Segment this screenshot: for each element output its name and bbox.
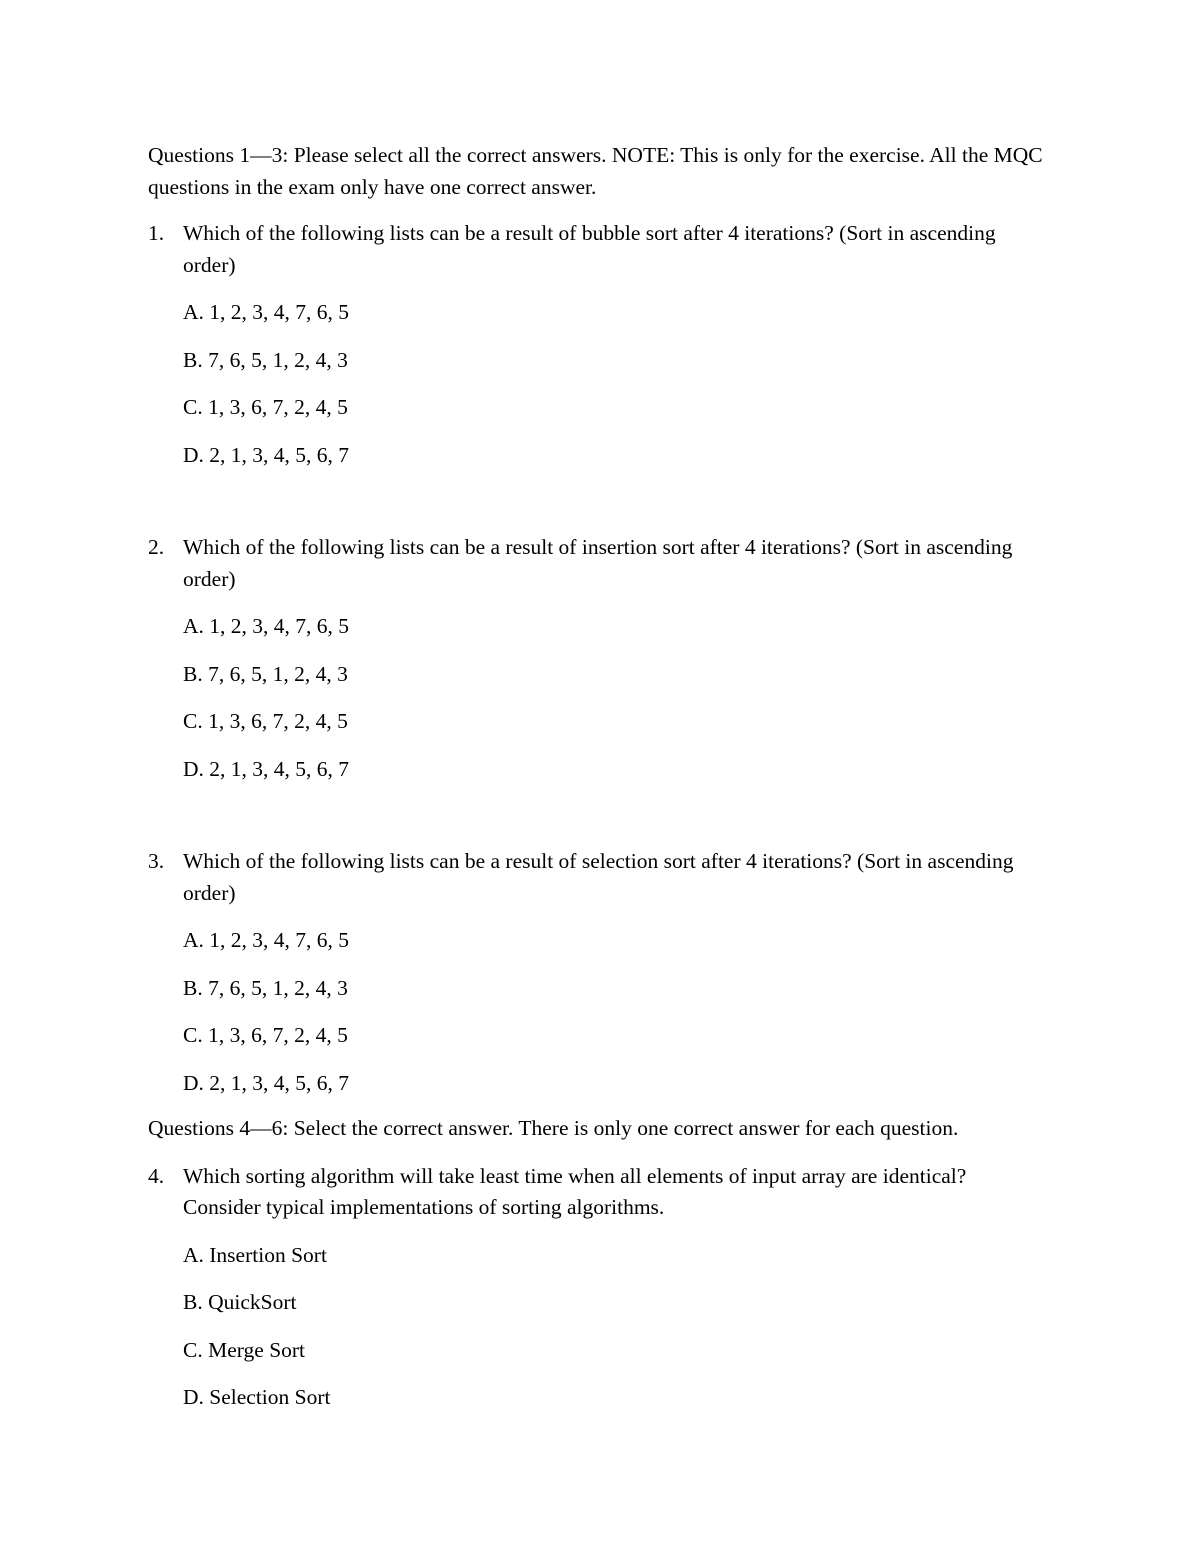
question-text: Which of the following lists can be a result of selection sort after 4 iterations? (Sort in ascending order) xyxy=(183,849,1014,905)
question-text: Which of the following lists can be a result of bubble sort after 4 iterations? (Sort in ascending order) xyxy=(183,221,996,277)
question-number: 1. xyxy=(148,221,165,245)
option-c: C. Merge Sort xyxy=(183,1337,306,1362)
option-a: A. 1, 2, 3, 4, 7, 6, 5 xyxy=(183,300,350,324)
question-stem xyxy=(148,1161,1048,1224)
option-a: A. 1, 2, 3, 4, 7, 6, 5 xyxy=(183,614,350,638)
option-list xyxy=(148,925,1048,1099)
question-text: Which of the following lists can be a result of insertion sort after 4 iterations? (Sort in ascending order) xyxy=(183,535,1013,591)
question-number: 4. xyxy=(148,1163,165,1188)
question-3 xyxy=(148,846,1048,1099)
question-1 xyxy=(148,218,1048,471)
spacer xyxy=(148,471,1048,532)
option-c: C. 1, 3, 6, 7, 2, 4, 5 xyxy=(183,395,348,419)
option-d: D. 2, 1, 3, 4, 5, 6, 7 xyxy=(183,756,350,781)
document-content xyxy=(148,140,1048,1414)
option-a: A. Insertion Sort xyxy=(183,1242,327,1267)
option-b: B. 7, 6, 5, 1, 2, 4, 3 xyxy=(183,347,348,372)
question-stem xyxy=(148,846,1048,909)
question-4 xyxy=(148,1161,1048,1414)
question-stem xyxy=(148,532,1048,595)
option-list xyxy=(148,297,1048,471)
question-number: 3. xyxy=(148,849,165,873)
question-stem xyxy=(148,218,1048,281)
option-b: B. 7, 6, 5, 1, 2, 4, 3 xyxy=(183,975,348,1000)
option-b: B. QuickSort xyxy=(183,1290,297,1314)
option-d: D. 2, 1, 3, 4, 5, 6, 7 xyxy=(183,442,350,467)
spacer xyxy=(148,785,1048,846)
question-text: Which sorting algorithm will take least time when all elements of input array are identical? Consider typical implementations of sorting algorithms. xyxy=(183,1163,967,1219)
option-list xyxy=(148,611,1048,785)
question-number: 2. xyxy=(148,535,165,559)
option-c: C. 1, 3, 6, 7, 2, 4, 5 xyxy=(183,709,348,733)
option-d: D. Selection Sort xyxy=(183,1385,331,1409)
instructions-questions-1-3: Questions 1—3: Please select all the correct answers. NOTE: This is only for the exercise. All the MQC questions in the exam only have one correct answer. xyxy=(148,143,1043,199)
option-c: C. 1, 3, 6, 7, 2, 4, 5 xyxy=(183,1023,348,1047)
question-2 xyxy=(148,532,1048,785)
option-list xyxy=(148,1240,1048,1414)
option-b: B. 7, 6, 5, 1, 2, 4, 3 xyxy=(183,661,348,686)
option-a: A. 1, 2, 3, 4, 7, 6, 5 xyxy=(183,928,350,952)
instructions-questions-4-6: Questions 4—6: Select the correct answer. There is only one correct answer for each question. xyxy=(148,1116,959,1140)
option-d: D. 2, 1, 3, 4, 5, 6, 7 xyxy=(183,1070,350,1095)
